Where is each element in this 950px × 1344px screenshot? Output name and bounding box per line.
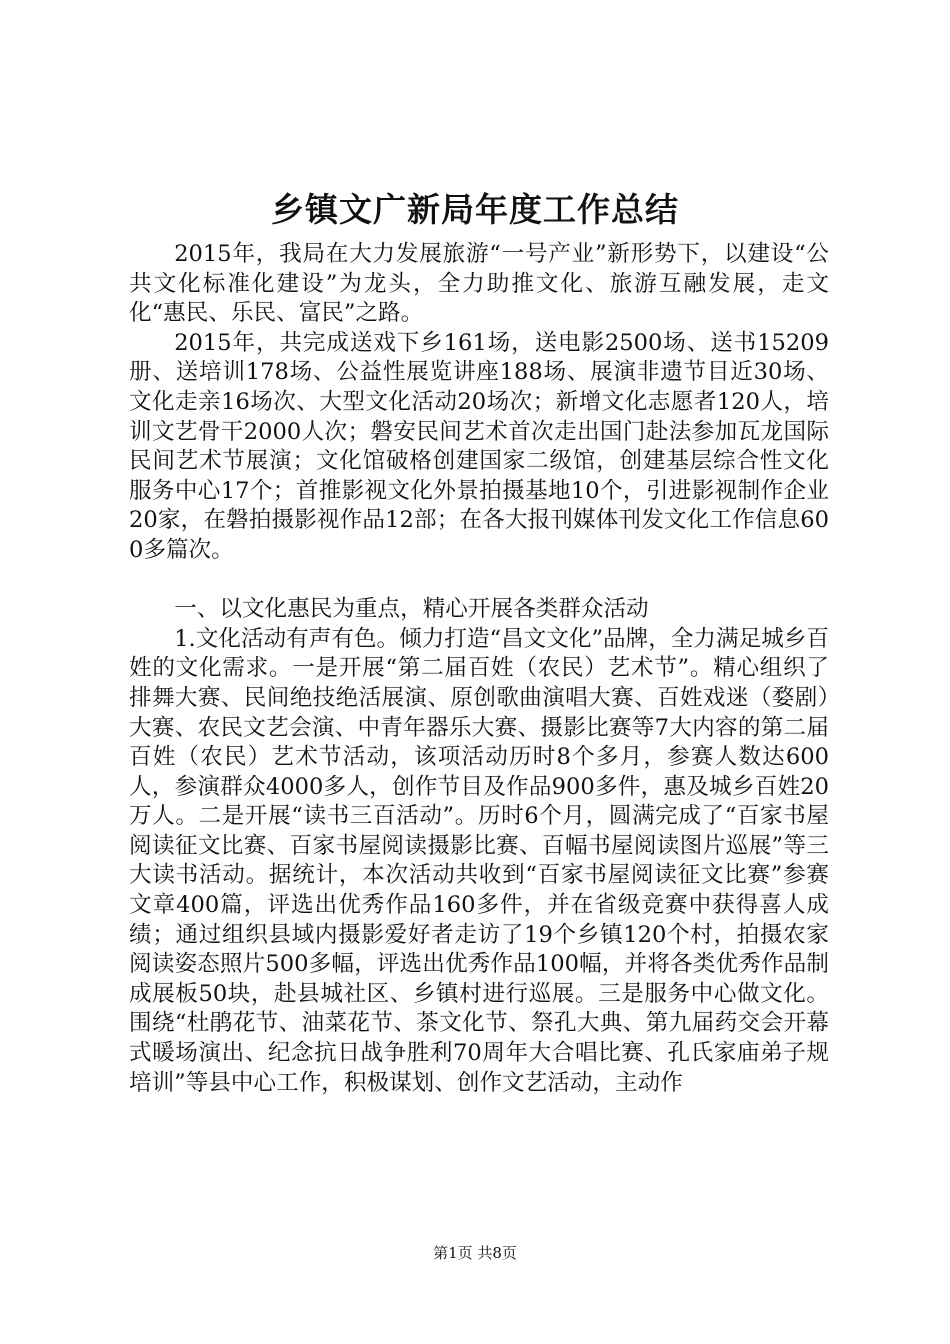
paragraph-intro: 2015年，我局在大力发展旅游“一号产业”新形势下，以建设“公共文化标准化建设”为龙头，全力助推文化、旅游互融发展，走文化“惠民、乐民、富民”之路。 <box>129 241 829 327</box>
document-body <box>129 240 829 1098</box>
page-number: 第1页 共8页 <box>433 1244 517 1262</box>
section-heading: 一、以文化惠民为重点，精心开展各类群众活动 <box>174 596 649 623</box>
paragraph-statistics: 2015年，共完成送戏下乡161场，送电影2500场、送书15209册、送培训178场、公益性展览讲座188场、展演非遗节目近30场、文化走亲16场次、大型文化活动20场次；新增文化志愿者120人，培训文艺骨干2000人次；磐安民间艺术首次走出国门赴法参加瓦龙国际民间艺术节展演；文化馆破格创建国家二级馆，创建基层综合性文化服务中心17个；首推影视文化外景拍摄基地10个，引进影视制作企业20家，在磐拍摄影视作品12部；在各大报刊媒体刊发文化工作信息600多篇次。 <box>129 329 829 563</box>
paragraph-cultural-activities: 1.文化活动有声有色。倾力打造“昌文文化”品牌，全力满足城乡百姓的文化需求。一是开展“第二届百姓（农民）艺术节”。精心组织了排舞大赛、民间绝技绝活展演、原创歌曲演唱大赛、百姓戏迷（婺剧）大赛、农民文艺会演、中青年器乐大赛、摄影比赛等7大内容的第二届百姓（农民）艺术节活动，该项活动历时8个多月，参赛人数达600人，参演群众4000多人，创作节目及作品900多件，惠及城乡百姓20万人。二是开展“读书三百活动”。历时6个月，圆满完成了“百家书屋阅读征文比赛、百家书屋阅读摄影比赛、百幅书屋阅读图片巡展”等三大读书活动。据统计，本次活动共收到“百家书屋阅读征文比赛”参赛文章400篇，评选出优秀作品160多件，并在省级竞赛中获得喜人成绩；通过组织县域内摄影爱好者走访了19个乡镇120个村，拍摄农家阅读姿态照片500多幅，评选出优秀作品100幅，并将各类优秀作品制成展板50块，赴县城社区、乡镇村进行巡展。三是服务中心做文化。围绕“杜鹃花节、油菜花节、茶文化节、祭孔大典、第九届药交会开幕式暖场演出、纪念抗日战争胜利70周年大合唱比赛、孔氏家庙弟子规培训”等县中心工作，积极谋划、创作文艺活动，主动作 <box>129 625 829 1096</box>
document-title: 乡镇文广新局年度工作总结 <box>271 190 679 229</box>
